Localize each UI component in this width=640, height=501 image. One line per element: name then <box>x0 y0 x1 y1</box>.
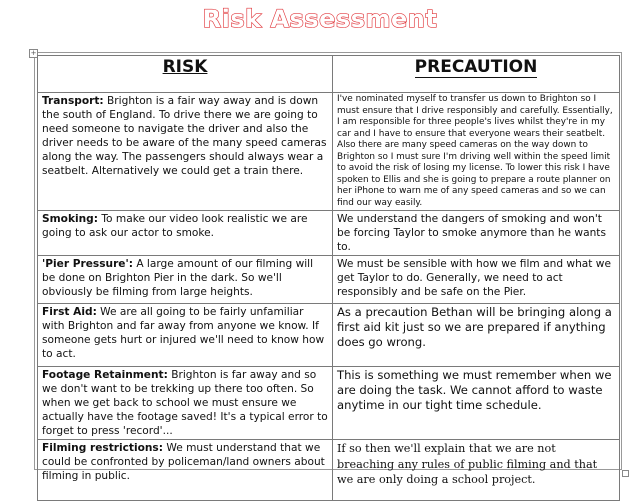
table-row-transport <box>38 93 620 211</box>
precaution-cell <box>333 211 620 256</box>
precaution-text: As a precaution Bethan will be bringing along a first aid kit just so we are prepared if anything does go wrong. <box>337 305 612 349</box>
risk-column-header <box>38 56 333 93</box>
risk-header-text: RISK <box>162 57 208 77</box>
risk-text: To make our video look realistic we are going to ask our actor to smoke. <box>42 213 308 239</box>
table-row-pier-pressure <box>38 256 620 304</box>
risk-label: Transport: <box>42 95 104 107</box>
precaution-text: We understand the dangers of smoking and won't be forcing Taylor to smoke anymore than he wants to. <box>337 213 606 253</box>
risk-label: 'Pier Pressure': <box>42 258 133 270</box>
table-row-footage-retainment <box>38 367 620 440</box>
table-resize-handle-icon[interactable] <box>622 470 629 477</box>
table-row-smoking <box>38 211 620 256</box>
precaution-cell <box>333 304 620 367</box>
risk-cell <box>38 367 333 440</box>
risk-label: Filming restrictions: <box>42 442 163 454</box>
table-row-filming-restrictions <box>38 440 620 501</box>
risk-cell <box>38 304 333 367</box>
precaution-text: We must be sensible with how we film and what we get Taylor to do. Generally, we need to act responsibly and be safe on the Pier. <box>337 258 611 298</box>
risk-text: Brighton is a fair way away and is down the south of England. To drive there we are going to need someone to navigate the driver and also the driver needs to be aware of the many speed cameras along the way. The passengers should always wear a seatbelt. Alternatively we could get a train there. <box>42 95 327 177</box>
risk-label: Smoking: <box>42 213 98 225</box>
precaution-cell <box>333 440 620 501</box>
table-header-row <box>38 56 620 93</box>
precaution-cell <box>333 256 620 304</box>
risk-assessment-table <box>37 55 620 501</box>
risk-cell <box>38 93 333 211</box>
precaution-cell <box>333 93 620 211</box>
risk-cell <box>38 256 333 304</box>
risk-cell <box>38 211 333 256</box>
risk-text: Brighton is far away and so we don't want to be trekking up there too often. So when we get back to school we must ensure we actually have the footage saved! It's a typical error to forget to press 'record'... <box>42 369 328 437</box>
table-row-first-aid <box>38 304 620 367</box>
risk-text: We are all going to be fairly unfamiliar with Brighton and far away from anyone we know. If someone gets hurt or injured we'll need to know how to act. <box>42 306 325 360</box>
risk-text: A large amount of our filming will be done on Brighton Pier in the dark. So we'll obviously be filming from large heights. <box>42 258 314 298</box>
precaution-text: I've nominated myself to transfer us down to Brighton so I must ensure that I drive responsibly and carefully. Essentially, I am responsible for three people's lives whilst they're in my car and I have to ensure that everyone wears their seatbelt. Also there are many speed cameras on the way down to Brighton so I must sure I'm driving well within the speed limit to avoid the risk of losing my license. To lower this risk I have spoken to Ellis and she is going to prepare a route planner on her iPhone to warn me of any speed cameras and so we can find our way easily. <box>337 94 613 208</box>
precaution-text: This is something we must remember when we are doing the task. We cannot afford to waste anytime in our tight time schedule. <box>337 368 612 412</box>
precaution-cell <box>333 367 620 440</box>
risk-text: We must understand that we could be confronted by policeman/land owners about filming in public. <box>42 442 325 482</box>
risk-cell <box>38 440 333 501</box>
table-move-handle-icon[interactable]: + <box>30 49 37 57</box>
precaution-text: If so then we'll explain that we are not breaching any rules of public filming and that we are only doing a school project. <box>337 442 598 486</box>
document-title: Risk Assessment <box>202 5 438 33</box>
precaution-header-text: PRECAUTION <box>414 57 538 77</box>
risk-label: First Aid: <box>42 306 97 318</box>
risk-label: Footage Retainment: <box>42 369 168 381</box>
precaution-column-header <box>333 56 620 93</box>
